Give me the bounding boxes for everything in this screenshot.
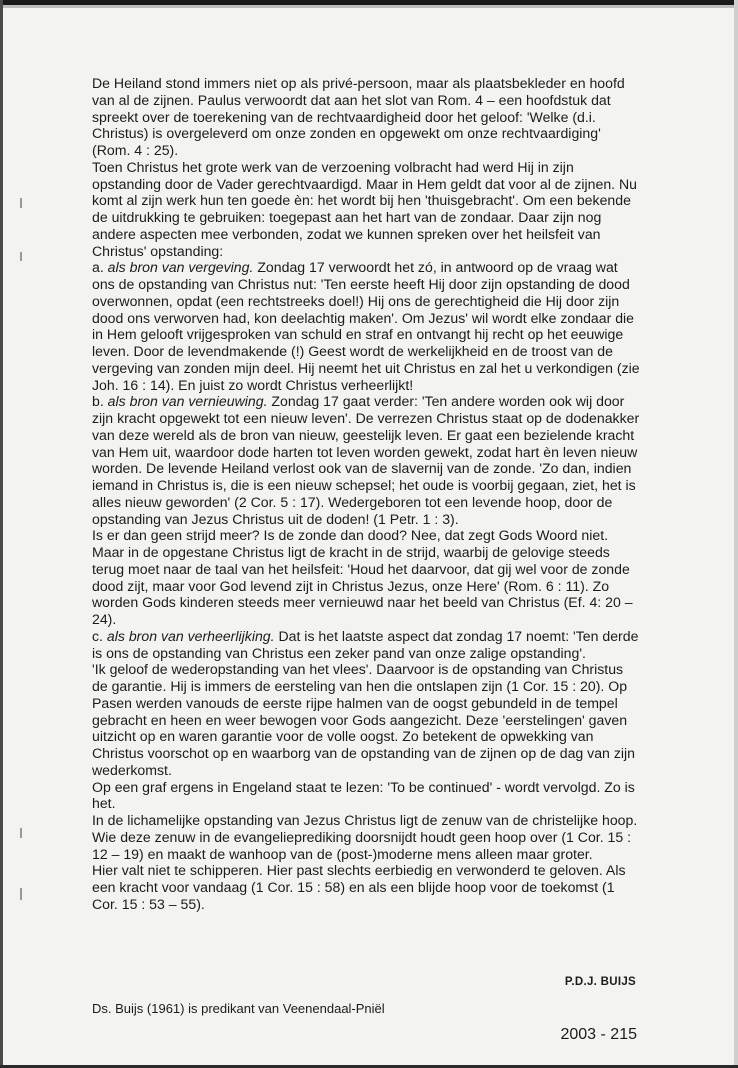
paragraph: Toen Christus het grote werk van de verzoening volbracht had werd Hij in zijn opstanding door de Vader gerechtvaardigd. Maar in Hem geldt dat voor al de zijnen. Nu komt al zijn werk hun ten goede èn: het wordt bij hen 'thuisgebracht'. Om een bekende de uitdrukking te gebruiken: toegepast aan het hart van de zondaar. Daar zijn nog andere aspecten mee verbonden, zodat we kunnen spreken over het heilsfeit van Christus' opstanding: [92,158,638,259]
paragraph: Is er dan geen strijd meer? Is de zonde dan dood? Nee, dat zegt Gods Woord niet. Maar in de opgestane Christus ligt de kracht in de strijd, waarbij de gelovige steeds terug moet naar de taal van het heilsfeit: 'Houd het daarvoor, dat gij wel voor de zonde dood zijt, maar voor God levend zijt in Christus Jezus, onze Here' (Rom. 6 : 11). Zo worden Gods kinderen steeds meer vernieuwd naar het beeld van Christus (Ef. 4: 20 – 24). [92,527,633,627]
paragraph-point-b [92,393,640,527]
binding-mark [20,198,22,208]
point-heading: als bron van verheerlijking. [106,627,275,644]
point-heading: als bron van vergeving. [107,259,254,276]
point-text: Dat is het laatste aspect dat zondag 17 noemt: 'Ten derde is ons de opstanding van Christus een zeker pand van onze zalige opstanding'. [92,627,639,661]
point-heading: als bron van vernieuwing. [107,393,268,410]
author-signature: P.D.J. BUIJS [564,976,636,988]
scan-right-edge [734,0,738,1068]
point-label: c. [92,627,107,644]
author-note: Ds. Buijs (1961) is predikant van Veenendaal-Pniël [92,1001,385,1016]
paragraph: Op een graf ergens in Engeland staat te lezen: 'To be continued' - wordt vervolgd. Zo is het. [92,778,635,812]
paragraph: 'Ik geloof de wederopstanding van het vlees'. Daarvoor is de opstanding van Christus de garantie. Hij is immers de eersteling van hen die ontslapen zijn (1 Cor. 15 : 20). Op Pasen werden vanouds de eerste rijpe halmen van de oogst gebundeld in de tempel gebracht en heen en weer bewogen voor Gods aangezicht. Deze 'eerstelingen' gaven uitzicht op en waren garantie voor de volle oogst. Zo betekent de opwekking van Christus voorschot op en waarborg van de opstanding van de zijnen op de dag van zijn wederkomst. [92,661,635,778]
point-label: a. [92,259,108,276]
article-body [92,75,640,913]
paragraph: In de lichamelijke opstanding van Jezus Christus ligt de zenuw van de christelijke hoop. Wie deze zenuw in de evangelieprediking doorsnijdt houdt geen hoop over (1 Cor. 15 : 12 – 19) en maakt de wanhoop van de (post-)moderne mens alleen maar groter. [92,812,638,862]
point-label: b. [92,393,108,410]
page-number: 2003 - 215 [560,1026,637,1043]
binding-mark [20,828,22,838]
point-text: Zondag 17 verwoordt het zó, in antwoord op de vraag wat ons de opstanding van Christus nut: 'Ten eerste heeft Hij door zijn opstanding de dood overwonnen, opdat (een rechtstreeks doel!) Hij ons de gerechtigheid die Hij door zijn dood ons verworven had, kon deelachtig maken'. Om Jezus' wil wordt elke zondaar die in Hem gelooft vrijgesproken van schuld en straf en ontvangt hij recht op het eeuwige leven. Door de levendmakende (!) Geest wordt de werkelijkheid en de troost van de vergeving van zonden mijn deel. Hij neemt het uit Christus en zal het u verkondigen (zie Joh. 16 : 14). En juist zo wordt Christus verheerlijkt! [92,259,640,393]
scan-left-edge [0,0,3,1068]
binding-mark [20,888,22,900]
paragraph: Hier valt niet te schipperen. Hier past slechts eerbiedig en verwonderd te geloven. Als een kracht voor vandaag (1 Cor. 15 : 58) en als een blijde hoop voor de toekomst (1 Cor. 15 : 53 – 55). [92,862,626,912]
paragraph-point-c [92,628,640,662]
paragraph-point-a [92,259,640,393]
binding-mark [20,252,22,261]
scan-top-shadow [0,5,738,8]
point-text: Zondag 17 gaat verder: 'Ten andere worden ook wij door zijn kracht opgewekt tot een nieuw leven'. De verrezen Christus staat op de dodenakker van deze wereld als de bron van nieuw, geestelijk leven. Er gaat een bezielende kracht van Hem uit, waardoor dode harten tot leven worden gewekt, zodat hart èn leven nieuw worden. De levende Heiland verlost ook van de slavernij van de zonde. 'Zo dan, indien iemand in Christus is, die is een nieuw schepsel; het oude is voorbij gegaan, ziet, het is alles nieuw geworden' (2 Cor. 5 : 17). Wedergeboren tot een levende hoop, door de opstanding van Jezus Christus uit de doden! (1 Petr. 1 : 3). [92,393,640,527]
paragraph: De Heiland stond immers niet op als privé-persoon, maar als plaatsbekleder en hoofd van al de zijnen. Paulus verwoordt dat aan het slot van Rom. 4 – een hoofdstuk dat spreekt over de toerekening van de rechtvaardigheid door het geloof: 'Welke (d.i. Christus) is overgeleverd om onze zonden en opgewekt om onze rechtvaardiging' (Rom. 4 : 25). [92,75,625,158]
